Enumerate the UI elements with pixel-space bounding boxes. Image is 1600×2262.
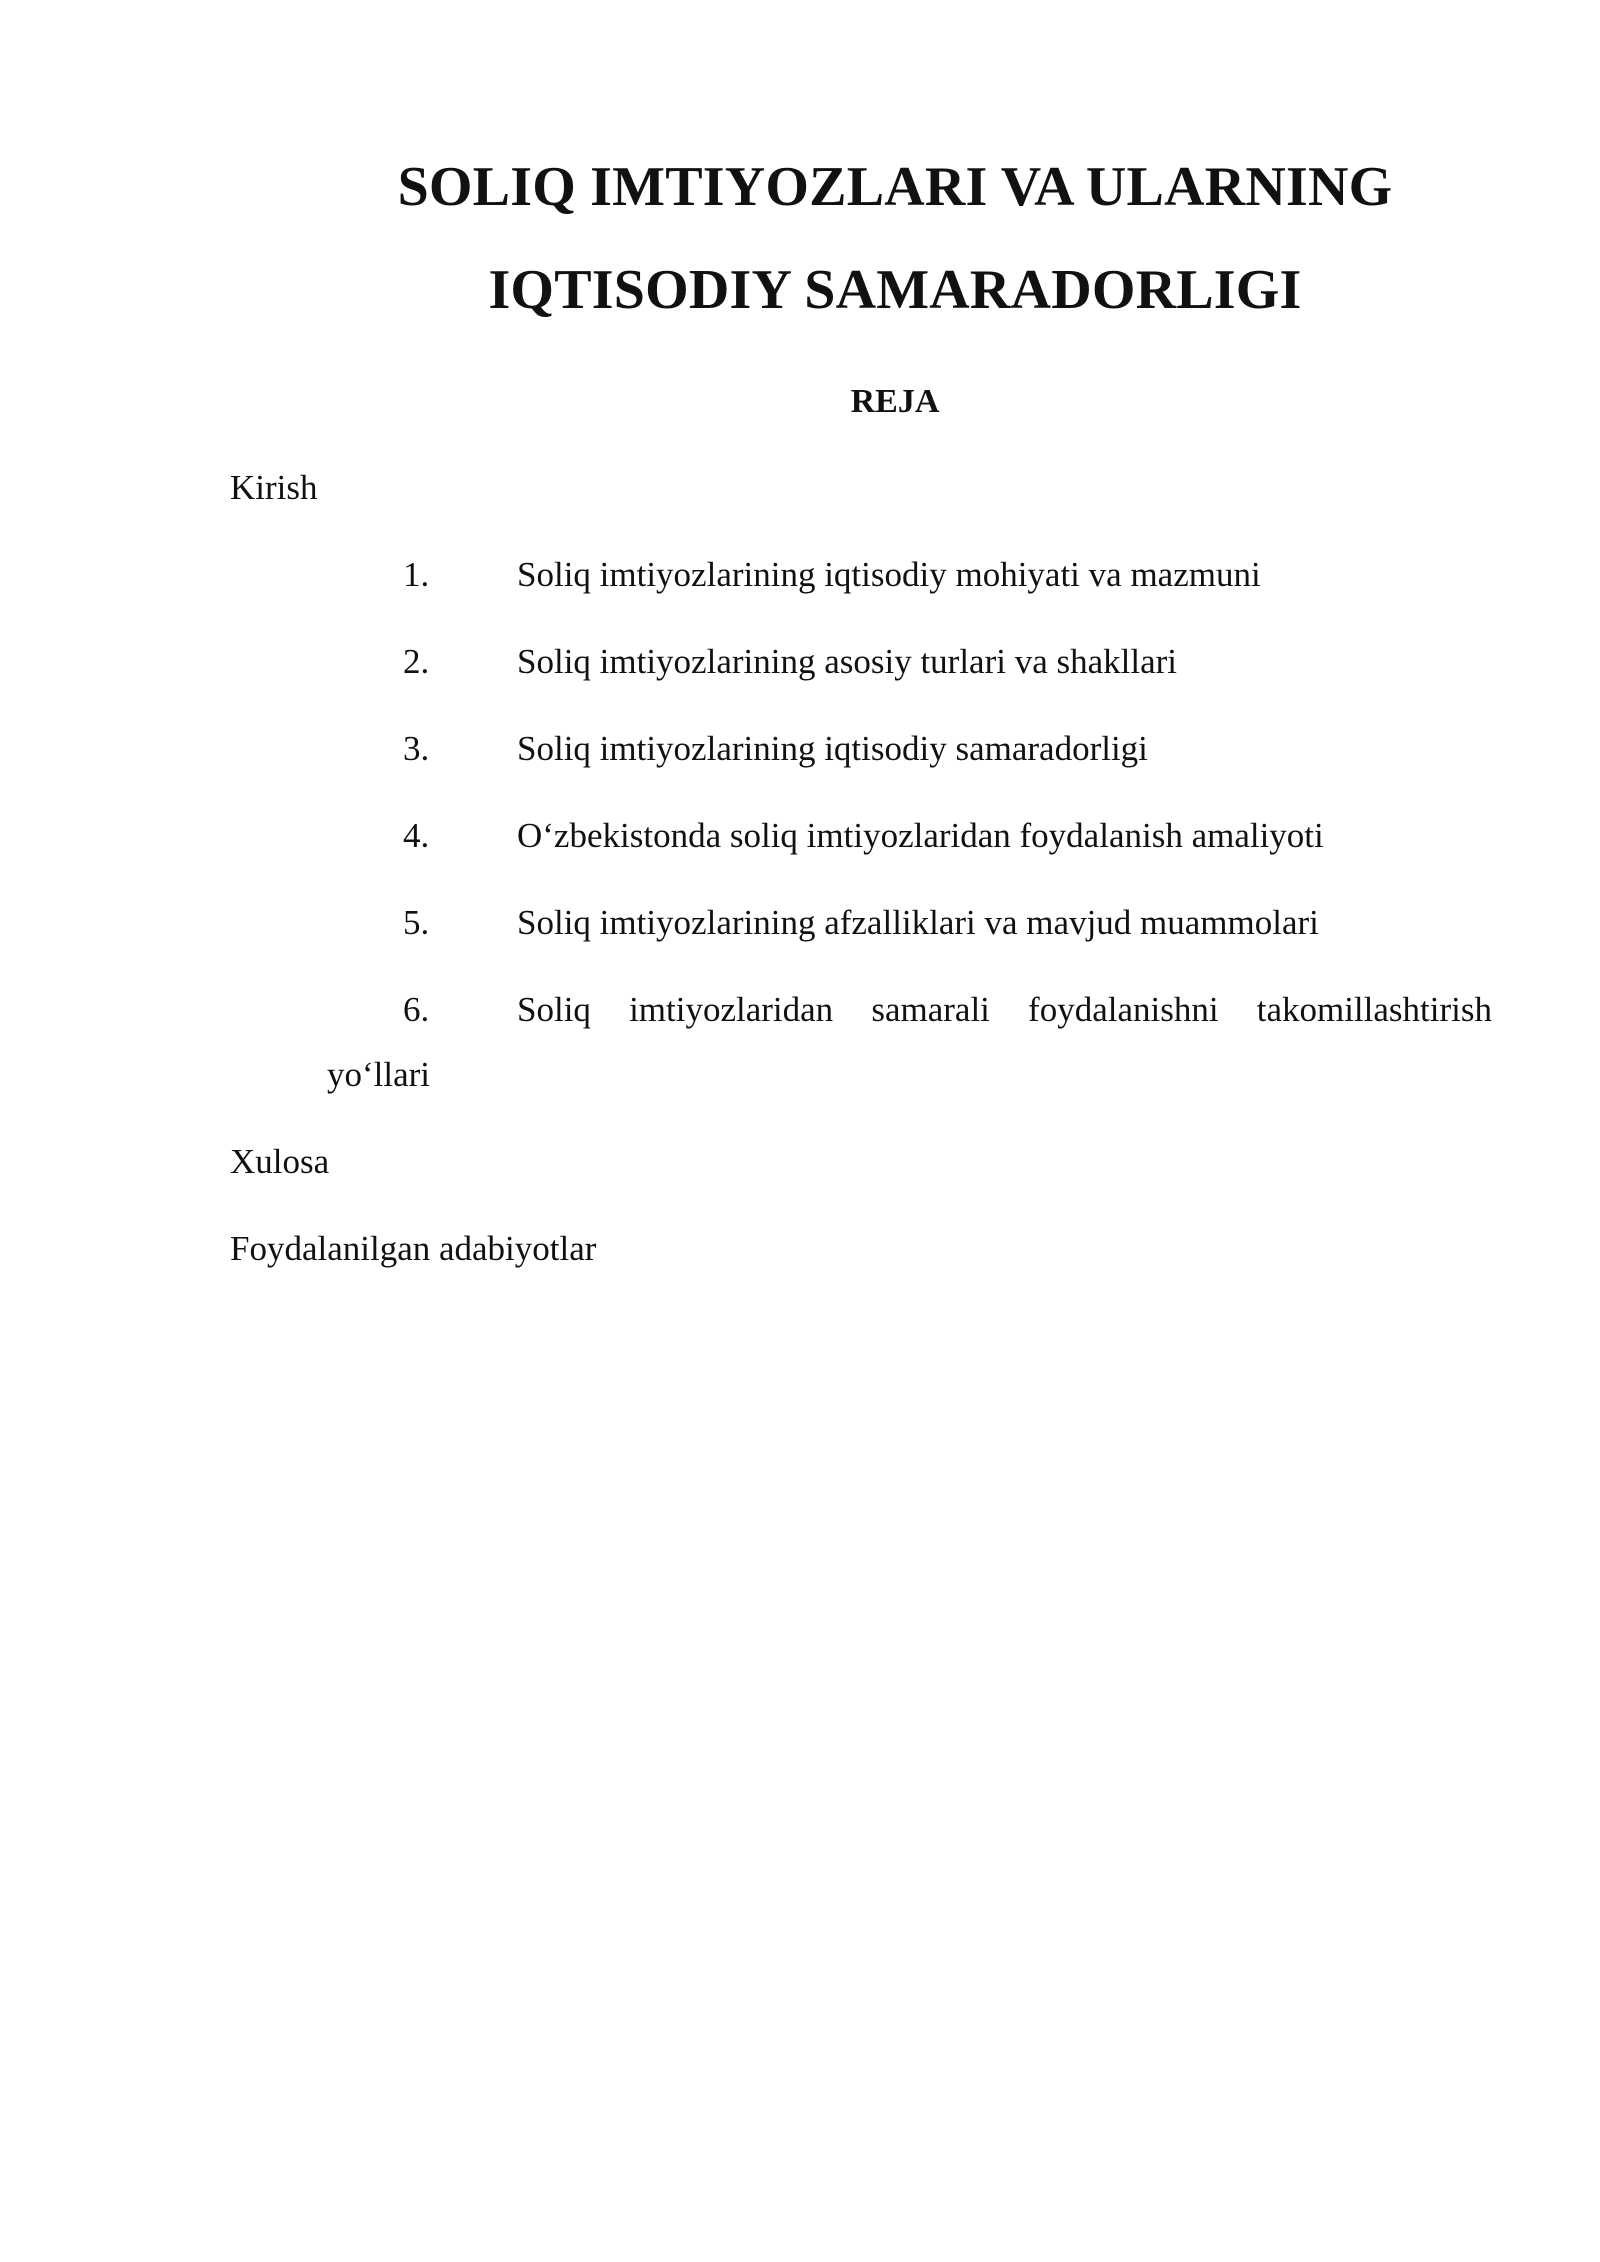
document-title-line-1: SOLIQ IMTIYOZLARI VA ULARNING [397, 156, 1393, 218]
plan-item-3 [0, 727, 1600, 771]
plan-item-2 [0, 640, 1600, 684]
plan-item-number: 6. [403, 990, 430, 1029]
plan-item-text: Soliq imtiyozlaridan samarali foydalanishni takomillashtirish [517, 990, 1492, 1029]
plan-item-number: 3. [403, 729, 430, 768]
plan-item-1 [0, 553, 1600, 597]
plan-item-text: Soliq imtiyozlarining asosiy turlari va shakllari [517, 642, 1178, 681]
references-entry: Foydalanilgan adabiyotlar [230, 1229, 597, 1268]
plan-heading: REJA [850, 383, 940, 420]
plan-item-number: 4. [403, 816, 430, 855]
plan-item-number: 1. [403, 555, 430, 594]
plan-item-4 [0, 814, 1600, 858]
plan-item-6-continuation: yo‘llari [327, 1055, 431, 1094]
plan-item-text: Soliq imtiyozlarining afzalliklari va mavjud muammolari [517, 903, 1319, 942]
plan-item-5 [0, 901, 1600, 945]
intro-entry: Kirish [230, 468, 318, 507]
conclusion-entry: Xulosa [230, 1142, 330, 1181]
plan-item-number: 2. [403, 642, 430, 681]
plan-item-6 [0, 988, 1600, 1032]
plan-item-text: Soliq imtiyozlarining iqtisodiy samaradorligi [517, 729, 1148, 768]
document-title-line-2: IQTISODIY SAMARADORLIGI [488, 259, 1302, 321]
plan-item-text: O‘zbekistonda soliq imtiyozlaridan foydalanish amaliyoti [517, 816, 1324, 855]
plan-item-text: Soliq imtiyozlarining iqtisodiy mohiyati va mazmuni [517, 555, 1261, 594]
plan-item-number: 5. [403, 903, 430, 942]
